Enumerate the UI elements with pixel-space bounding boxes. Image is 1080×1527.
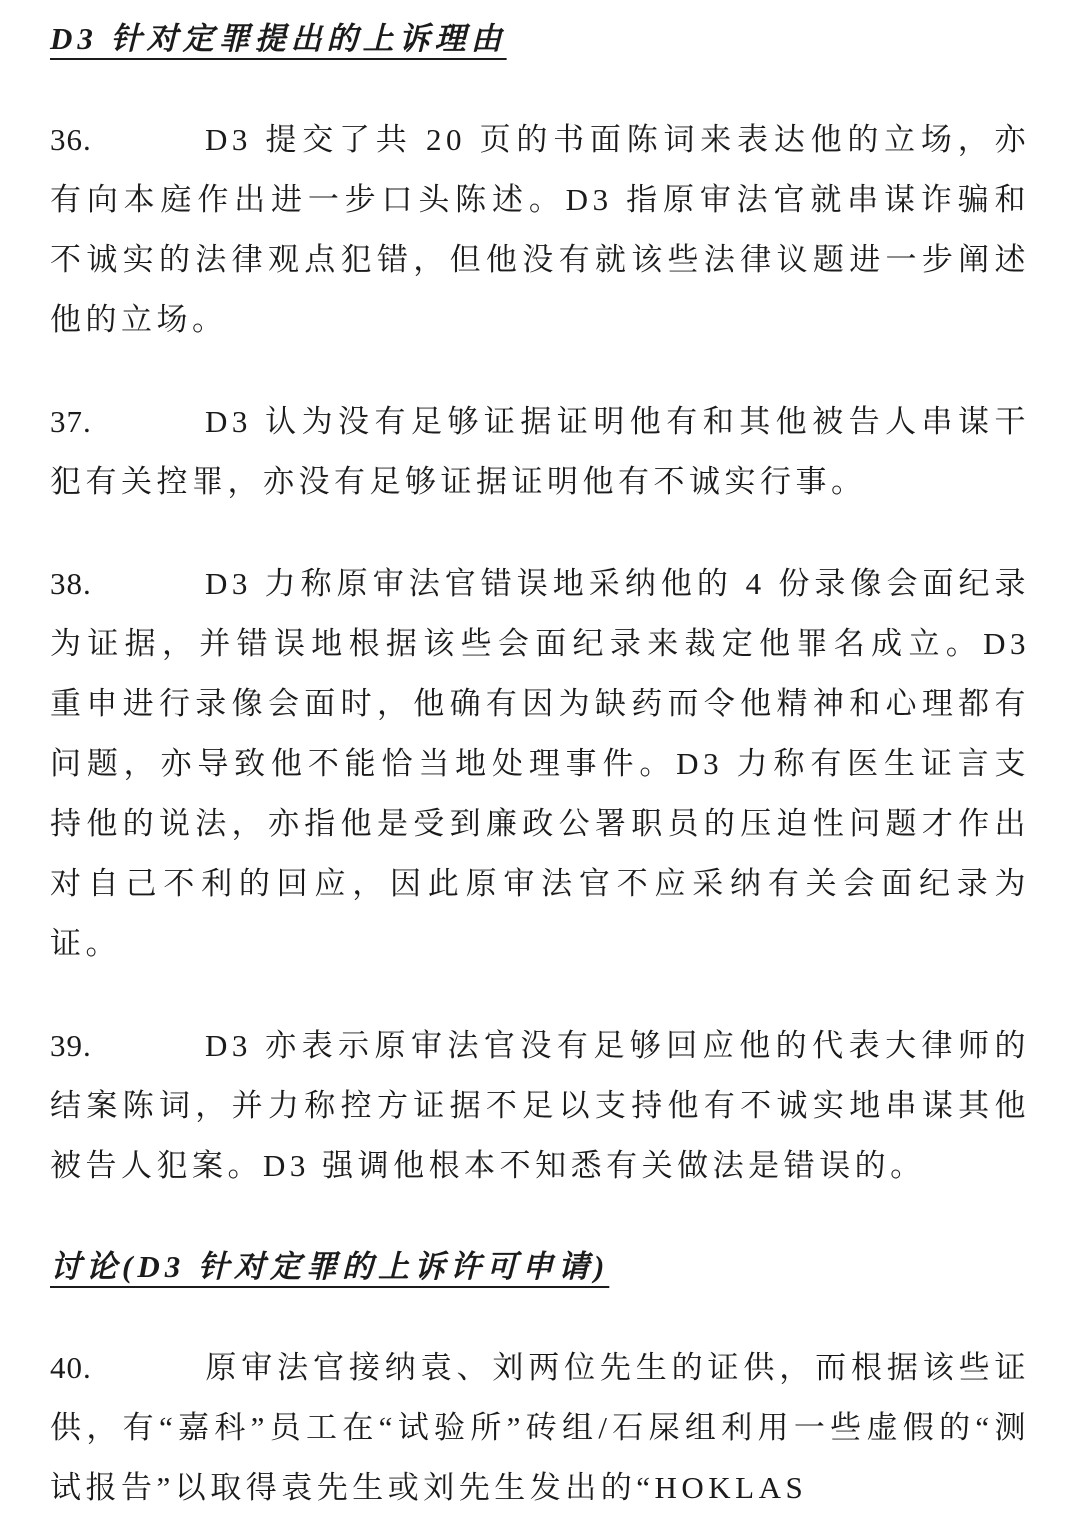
paragraph-40	[50, 1338, 1030, 1518]
paragraph-38-number: 38.	[50, 566, 92, 601]
paragraph-40-number: 40.	[50, 1350, 92, 1385]
paragraph-37-number: 37.	[50, 404, 92, 439]
paragraph-37-text: D3 认为没有足够证据证明他有和其他被告人串谋干犯有关控罪，亦没有足够证据证明他有不诚实行事。	[50, 404, 1030, 499]
paragraph-40-text: 原审法官接纳袁、刘两位先生的证供，而根据该些证供，有“嘉科”员工在“试验所”砖组/石屎组利用一些虚假的“测试报告”以取得袁先生或刘先生发出的“HOKLAS	[50, 1350, 1030, 1505]
section-heading-discussion: 讨论(D3 针对定罪的上诉许可申请)	[50, 1249, 610, 1284]
paragraph-36-number: 36.	[50, 122, 92, 157]
paragraph-36	[50, 110, 1030, 350]
paragraph-39	[50, 1016, 1030, 1196]
paragraph-39-text: D3 亦表示原审法官没有足够回应他的代表大律师的结案陈词，并力称控方证据不足以支持他有不诚实地串谋其他被告人犯案。D3 强调他根本不知悉有关做法是错误的。	[50, 1028, 1030, 1183]
paragraph-38	[50, 554, 1030, 974]
paragraph-37	[50, 392, 1030, 512]
paragraph-36-text: D3 提交了共 20 页的书面陈词来表达他的立场，亦有向本庭作出进一步口头陈述。D3 指原审法官就串谋诈骗和不诚实的法律观点犯错，但他没有就该些法律议题进一步阐述他的立场。	[50, 122, 1030, 337]
section-heading-appeal-grounds: D3 针对定罪提出的上诉理由	[50, 21, 507, 56]
paragraph-38-text: D3 力称原审法官错误地采纳他的 4 份录像会面纪录为证据，并错误地根据该些会面纪录来裁定他罪名成立。D3 重申进行录像会面时，他确有因为缺药而令他精神和心理都有问题，亦导致他不能恰当地处理事件。D3 力称有医生证言支持他的说法，亦指他是受到廉政公署职员的压迫性问题才作出对自己不利的回应，因此原审法官不应采纳有关会面纪录为证。	[50, 566, 1030, 961]
paragraph-39-number: 39.	[50, 1028, 92, 1063]
